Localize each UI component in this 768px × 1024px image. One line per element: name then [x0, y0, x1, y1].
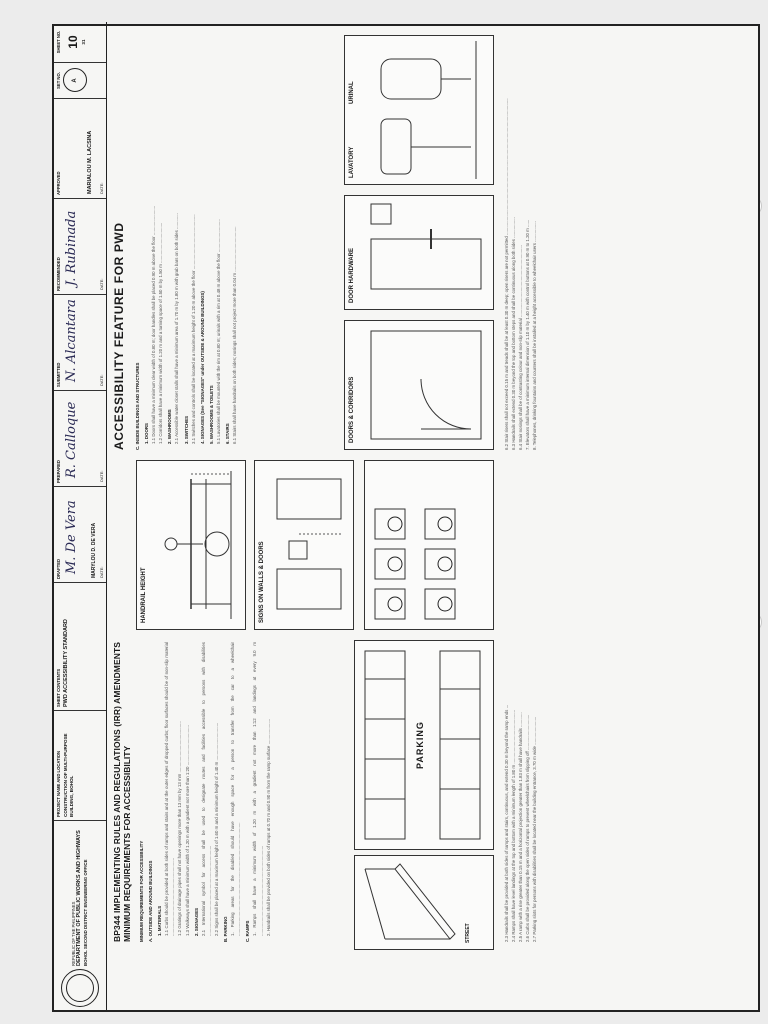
submitted-cell	[54, 294, 106, 390]
drafted-name: MARYLOU D. DE VERA	[90, 522, 97, 578]
recommended-signature: J. Rubinada	[64, 210, 79, 286]
parking-drawing	[354, 640, 494, 850]
submitted-caption: SUBMITTED	[56, 362, 61, 387]
handrail-height-drawing	[136, 460, 246, 630]
section-heading: 6. STAIRS	[225, 423, 231, 444]
sheet-number: 10	[66, 35, 81, 49]
dpwh-seal-icon	[61, 969, 99, 1007]
drafted-signature: M. De Vera	[64, 500, 79, 574]
access-symbols-drawing	[364, 460, 494, 630]
requirements-text-right: C. INSIDE BUILDINGS AND STRUCTURES 1. DOORS 1.1 Doors shall have a minimum clear width of 0.80 m; door handles shall be placed 0.90 m above the floor ........................ 1.2 Corridors shall have a minimum width of 1.20 m and a turning space of 1.50 m by 1.50 m ................................. 2. WASHROOMS 2.1 Accessible water closet stalls shall have a minimum area of 1.70 m by 1.80 m with grab bars on both sides ............. 3. SWITCHES 3.1 Switches and controls shall be located at a maximum height of 1.20 m above the floor ............................................. 4. SIGNAGES (See "SIGNAGES" under OUTSIDE & AROUND BUILDINGS) 5. WASHROOMS & TOILETS 5.1 Lavatories shall be mounted with the rim at 0.80 m; urinals with a rim at 0.48 m above the floor ........................... 6. STAIRS 6.1 Stairs shall have handrails on both sides; nosings shall not project more than 0.04 m .....................................	[132, 120, 332, 450]
door-handle-icon	[361, 196, 491, 309]
sheet-caption: SHEET NO.	[56, 30, 61, 54]
section-heading: C. RAMPS	[245, 920, 251, 942]
irr-subtitle: MINIMUM REQUIREMENTS FOR ACCESSIBILITY	[122, 745, 132, 942]
drafted-cell	[54, 486, 106, 582]
sheet-contents-caption: SHEET CONTENTS	[56, 668, 61, 707]
door-hardware-drawing	[344, 195, 494, 310]
prepared-caption: PREPARED	[56, 460, 61, 483]
section-heading: A. OUTSIDE AND AROUND BUILDINGS	[148, 860, 154, 942]
signs-drawing	[254, 460, 354, 630]
prepared-cell	[54, 390, 106, 486]
door-plan-icon	[361, 321, 491, 449]
ramp-drawing	[354, 855, 494, 950]
section-heading: 5. WASHROOMS & TOILETS	[208, 385, 214, 444]
agency-line: REPUBLIC OF THE PHILIPPINES	[71, 901, 77, 966]
project-cell	[54, 710, 106, 820]
section-heading: 1. MATERIALS	[157, 905, 163, 936]
drawing-sheet	[52, 24, 760, 1012]
date-label: DATE:	[99, 374, 104, 386]
recommended-cell	[54, 198, 106, 294]
section-heading: 3. SWITCHES	[183, 415, 189, 444]
section-heading: MINIMUM REQUIREMENTS FOR ACCESSIBILITY	[139, 840, 144, 942]
drawing-label: PARKING	[415, 721, 425, 769]
lavatory-icon	[361, 36, 491, 184]
drawing-label: DOORS & CORRIDORS	[349, 376, 355, 443]
section-heading: 4. SIGNAGES (See "SIGNAGES" under OUTSIDE & AROUND BUILDINGS)	[199, 291, 205, 444]
irr-title: BP344 IMPLEMENTING RULES AND REGULATIONS (IRR) AMENDMENTS	[112, 641, 122, 942]
set-number: A	[63, 69, 87, 93]
section-heading: 2. WASHROOMS	[167, 409, 173, 444]
drawing-label: HANDRAIL HEIGHT	[141, 567, 147, 623]
section-heading: C. INSIDE BUILDINGS AND STRUCTURES	[135, 362, 140, 450]
drawing-label: URINAL	[349, 81, 355, 104]
feature-title: ACCESSIBILITY FEATURE FOR PWD	[112, 222, 126, 450]
set-number-cell	[54, 62, 106, 98]
section-heading: 1. DOORS	[144, 423, 150, 444]
date-label: DATE:	[99, 566, 104, 578]
lavatory-urinal-drawing	[344, 35, 494, 185]
requirements-text-lower: 6.2 Stair risers shall not exceed 0.15 m and treads shall be at least 0.30 m deep; open risers are not permitted ................................................................................................................ 6.3 Handrails shall extend 0.30 m beyond the top and bottom steps and shall be continuous along both sides ................. 6.4 Stair nosings shall be of contrasting colour and non-slip material ........................................................... 7. Elevators shall have a minimum internal dimension of 1.10 m by 1.40 m with control buttons at 0.90 m to 1.20 m ...... 8. Telephones, drinking fountains and counters shall be installed at a height accessible to wheelchair users .................	[504, 98, 538, 450]
date-label: DATE:	[99, 278, 104, 290]
date-label: DATE:	[99, 470, 104, 482]
doors-corridors-drawing	[344, 320, 494, 450]
drawing-label: STREET	[465, 923, 471, 943]
recommended-caption: RECOMMENDED	[56, 257, 61, 291]
date-label: DATE:	[99, 182, 104, 194]
sheet-total: 31	[81, 39, 87, 45]
prepared-signature: R. Calloque	[64, 401, 79, 478]
sheet-contents: PWD ACCESSIBILITY STANDARD	[63, 619, 70, 707]
wheelchair-icon	[365, 461, 493, 629]
ramp-icon	[355, 856, 463, 949]
wall-sign-icon	[269, 461, 351, 629]
drawing-label: LAVATORY	[349, 146, 355, 178]
sheet-number-cell	[54, 22, 106, 62]
approved-caption: APPROVED	[56, 171, 61, 195]
drafted-caption: DRAFTED	[56, 558, 61, 579]
submitted-signature: N. Alcantara	[64, 299, 79, 382]
requirements-text-left: MINIMUM REQUIREMENTS FOR ACCESSIBILITY A. OUTSIDE AND AROUND BUILDINGS 1. MATERIALS 1.1 Curbs should be provided at both sides of ramps and stairs and at the outer edges of dropped curbs; floor surfaces should be of non-slip material ................................................................ 1.2 Gratings of drainage pipes shall not have openings more than 13 mm by 13 mm .......................................... 1.3 Walkways shall have a minimum width of 1.20 m with a gradient not more than 1:20 ................................. 2. SIGNAGES 2.1 International symbol for access shall be used to designate routes and facilities accessible to persons with disabilities .......................................................................... 2.2 Signs shall be placed at a maximum height of 1.60 m and a minimum height of 1.40 m ............................... B. PARKING 1. Parking areas for the disabled should have enough space for a person to transfer from the car to a wheelchair ............................................................................................. C. RAMPS 1. Ramps shall have a minimum width of 1.20 m with a gradient not more than 1:12 and landings at every 9.0 m .......................................................................... 2. Handrails shall be provided on both sides of ramps at 0.70 m and 0.90 m from the ramp surface .....................	[139, 642, 271, 942]
agency-office: BOHOL SECOND DISTRICT ENGINEERING OFFICE	[83, 859, 89, 966]
approved-cell	[54, 98, 106, 198]
drawing-label: SIGNS ON WALLS & DOORS	[259, 541, 265, 623]
agency-name: DEPARTMENT OF PUBLIC WORKS AND HIGHWAYS	[76, 830, 83, 966]
sheet-contents-cell	[54, 582, 106, 710]
approved-name: MARIALOU M. LACSINA	[87, 130, 94, 194]
drawing-label: DOOR HARDWARE	[349, 248, 355, 303]
section-heading: B. PARKING	[223, 916, 229, 942]
project-caption: PROJECT NAME AND LOCATION	[56, 750, 61, 817]
agency-cell	[54, 820, 106, 1010]
handrail-figure-icon	[151, 461, 243, 629]
requirements-text-lower-left: 2.3 Handrails shall be provided at both sides of ramps and stairs, continuous, and extend 0.30 m beyond the ramp ends ... 2.4 Ramps shall have level landings at the top and bottom with a minimum length of 1.80 m ............................................ 2.5 A ramp with a rise greater than 0.15 m and a horizontal projection greater than 1.83 m shall have handrails ............ 2.6 Curbs shall be provided along the open sides of ramps to prevent wheelchairs from slipping off ............................. 2.7 Parking slots for persons with disabilities shall be located near the building entrance, 3.70 m wide .......................	[504, 704, 538, 942]
project-name: CONSTRUCTION OF MULTI-PURPOSE BUILDING, BOHOL	[63, 733, 74, 817]
set-caption: SET NO.	[56, 72, 61, 89]
section-heading: 2. SIGNAGES	[193, 907, 199, 936]
title-block	[54, 22, 107, 1010]
